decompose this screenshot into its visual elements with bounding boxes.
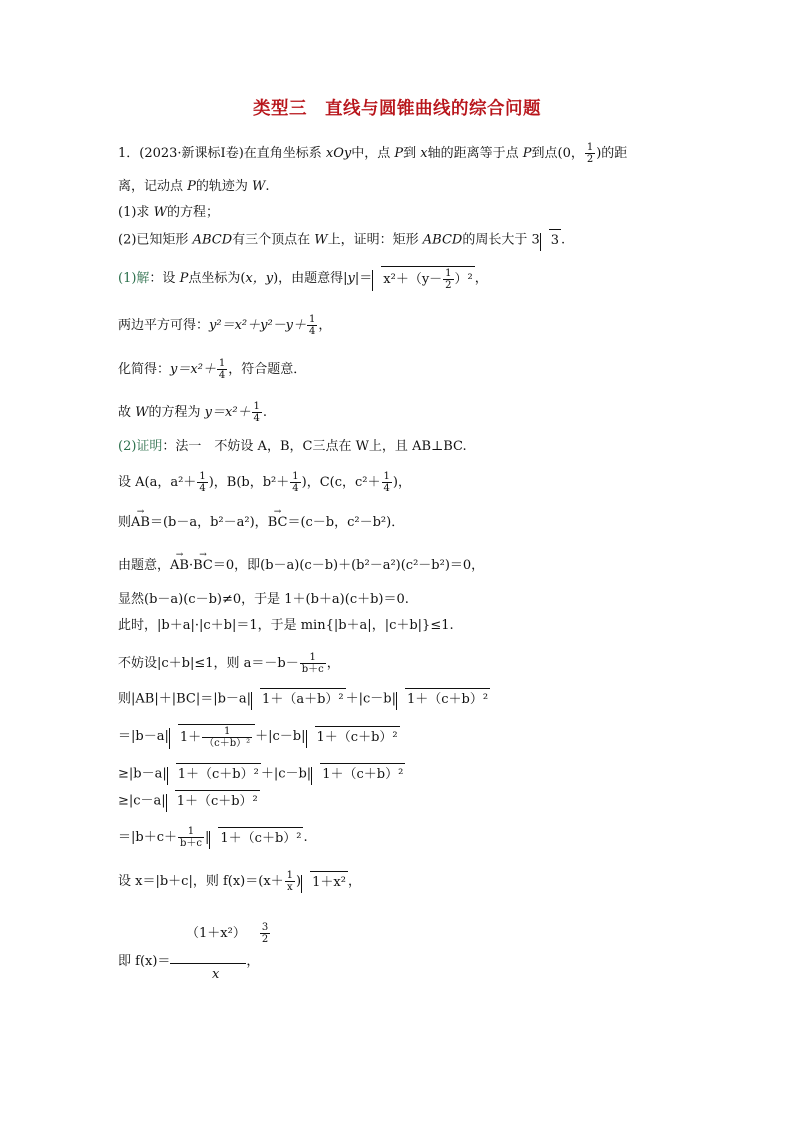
solution-line-11: 不妨设|c＋b|≤1，则 a＝－b－ $\frac{1}{b+c}$ ，: [118, 652, 340, 675]
page-title: 类型三 直线与圆锥曲线的综合问题: [253, 99, 541, 119]
solution-line-7: 则→ AB＝(b－a，b²－a²)，→ BC＝(c－b，c²－b²)．: [118, 513, 404, 533]
solution-line-18-numerator: （1＋x²） $\frac{3}{2}$: [186, 922, 269, 945]
sqrt-symbol: 3: [540, 229, 561, 251]
solution-line-9: 显然(b－a)(c－b)≠0，于是 1＋(b＋a)(c＋b)＝0.: [118, 592, 409, 607]
solution-line-12: 则|AB|＋|BC|＝|b－a| 1＋（a＋b）² ＋|c－b| 1＋（c＋b）²: [118, 688, 490, 710]
solution-line-18-denominator: x: [212, 967, 220, 982]
solution-line-5: (2)证明：法一 不妨设 A，B，C三点在 W上，且 AB⊥BC.: [118, 439, 467, 454]
solution-line-15: ≥|c－a| 1＋（c＋b）²: [118, 790, 260, 812]
solution-line-1: (1)解：设 P点坐标为(x，y)，由题意得|y|＝ x²＋（y－ $\frac{1}{2}$ ）² ，: [118, 268, 488, 291]
solution-line-14: ≥|b－a| 1＋（c＋b）² ＋|c－b| 1＋（c＋b）²: [118, 763, 405, 785]
vector-bc: → BC: [268, 513, 288, 533]
solution-line-18: 即 f(x)＝ ，: [118, 954, 260, 969]
solution-line-10: 此时，|b＋a|·|c＋b|＝1，于是 min{|b＋a|，|c＋b|}≤1.: [118, 618, 454, 633]
solution-line-8: 由题意，→ AB·→ BC＝0，即(b－a)(c－b)＋(b²－a²)(c²－b²)＝0，: [118, 556, 484, 576]
solution-line-17: 设 x＝|b＋c|，则 f(x)＝(x＋ $\frac{1}{x}$ ) 1＋x² ，: [118, 870, 361, 893]
problem-line-2: 离，记动点 P的轨迹为 W.: [118, 179, 270, 194]
solution-line-4: 故 W的方程为 y＝x²＋ $\frac{1}{4}$ .: [118, 401, 268, 424]
fraction-bar: [170, 963, 246, 964]
fraction-half: $\frac{1}{2}$: [586, 142, 594, 165]
solution-line-6: 设 A(a，a²＋ $\frac{1}{4}$ )，B(b，b²＋ $\frac{1}{4}$ )，C(c，c²＋ $\frac{1}{4}$ )，: [118, 471, 411, 494]
solution-line-13: ＝|b－a| 1＋ $\frac{1}{\text{（c＋b）²}}$ ＋|c－b| 1＋（c＋b）²: [118, 726, 398, 749]
vector-ab: → AB: [131, 513, 150, 533]
problem-sub-1: (1)求 W的方程；: [118, 205, 219, 220]
sqrt-symbol: x²＋（y－ $\frac{1}{2}$ ）²: [372, 266, 474, 291]
problem-line-1: 1．(2023·新课标Ⅰ卷)在直角坐标系 xOy中，点 P到 x轴的距离等于点 P到点(0， $\frac{1}{2}$ )的距: [118, 142, 628, 165]
problem-sub-2: (2)已知矩形 ABCD有三个顶点在 W上，证明：矩形 ABCD的周长大于 3 3 .: [118, 229, 565, 251]
solution-line-2: 两边平方可得：y²＝x²＋y²－y＋ $\frac{1}{4}$ ，: [118, 314, 332, 337]
solution-line-16: ＝|b＋c＋ $\frac{1}{b+c}$ | 1＋（c＋b）² .: [118, 826, 308, 849]
solution-line-3: 化简得：y＝x²＋ $\frac{1}{4}$ ，符合题意．: [118, 358, 307, 381]
